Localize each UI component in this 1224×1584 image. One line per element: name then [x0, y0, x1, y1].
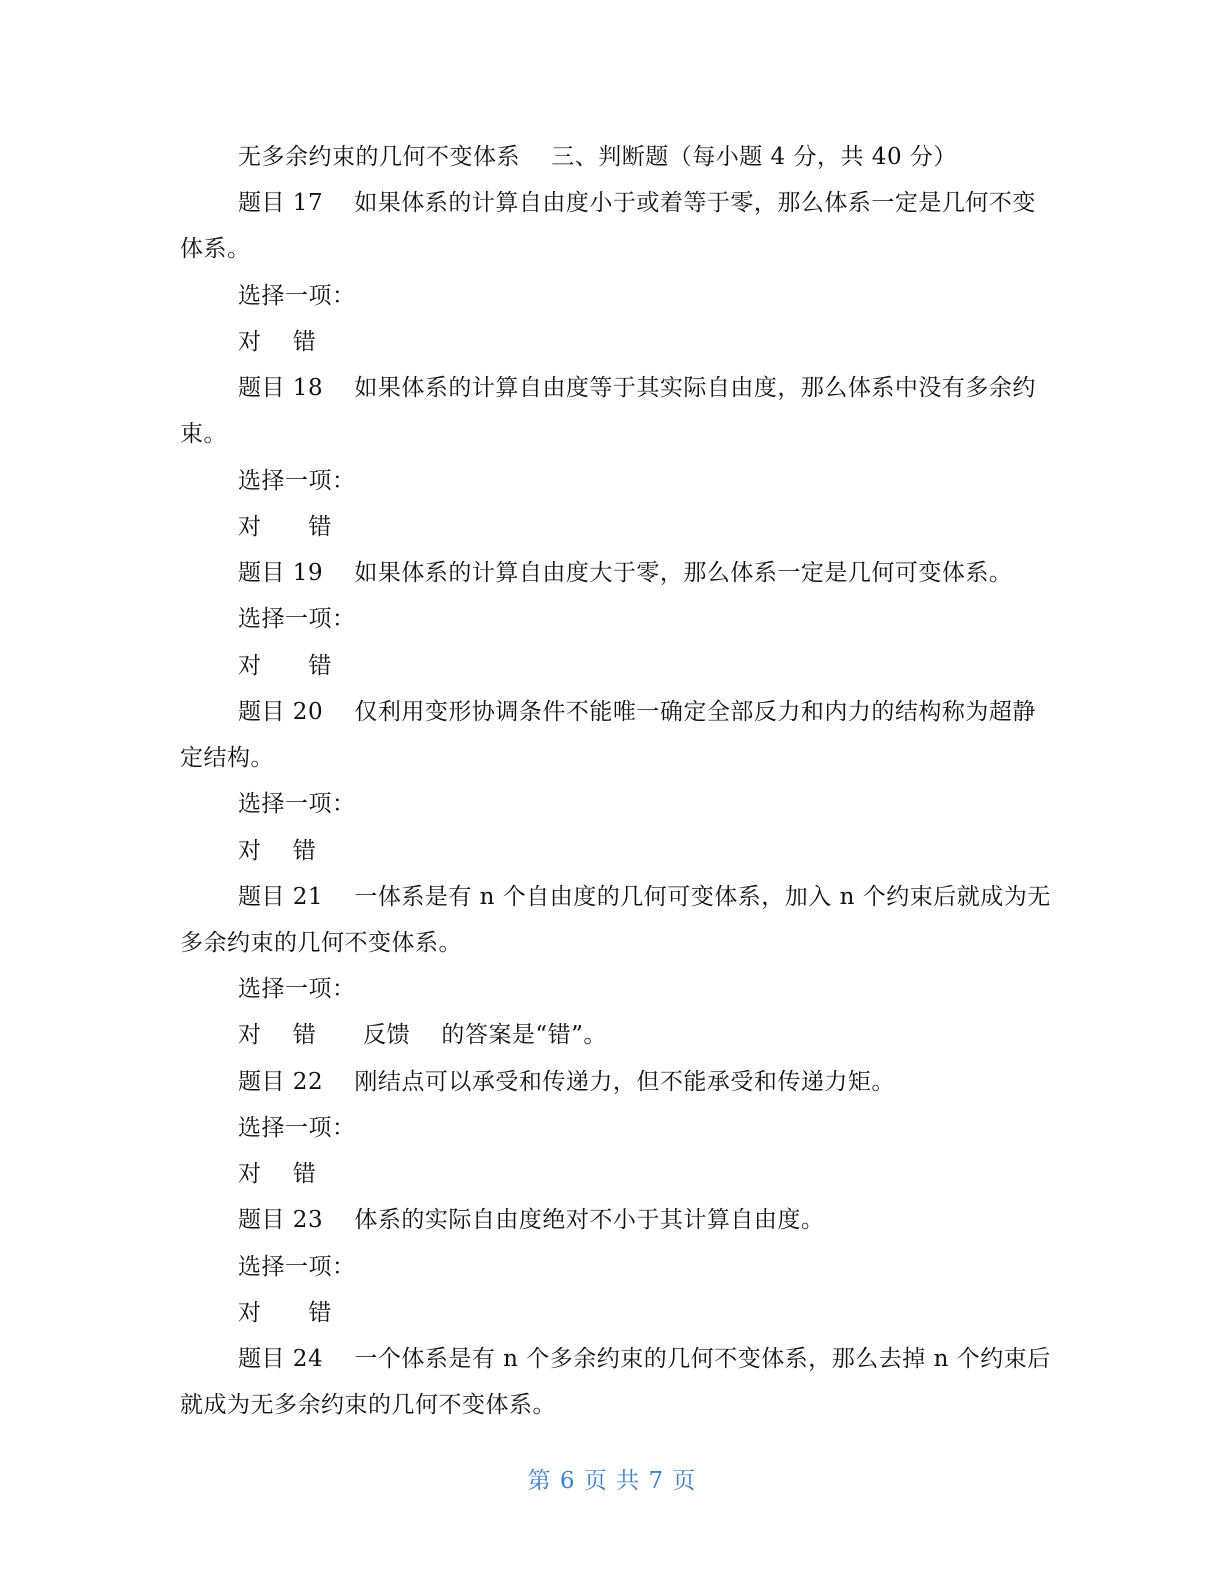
question-18-cont: 束。 [180, 421, 227, 447]
question-24: 题目 24 一个体系是有 n 个多余约束的几何不变体系，那么去掉 n 个约束后 [238, 1346, 1051, 1372]
answer-options: 对 错 [238, 1161, 317, 1187]
question-21-cont: 多余约束的几何不变体系。 [180, 930, 462, 956]
question-20-cont: 定结构。 [180, 745, 274, 771]
choose-label: 选择一项： [238, 976, 356, 1002]
text-line: 无多余约束的几何不变体系 三、判断题（每小题 4 分，共 40 分） [238, 144, 957, 170]
answer-options: 对 错 [238, 514, 332, 540]
question-18: 题目 18 如果体系的计算自由度等于其实际自由度，那么体系中没有多余约 [238, 375, 1036, 401]
choose-label: 选择一项： [238, 606, 356, 632]
question-19: 题目 19 如果体系的计算自由度大于零，那么体系一定是几何可变体系。 [238, 560, 1013, 586]
answer-options-feedback: 对 错 反馈 的答案是“错”。 [238, 1022, 607, 1048]
question-17-cont: 体系。 [180, 236, 251, 262]
choose-label: 选择一项： [238, 791, 356, 817]
answer-options: 对 错 [238, 329, 317, 355]
page-footer: 第 6 页 共 7 页 [527, 1468, 697, 1494]
choose-label: 选择一项： [238, 283, 356, 309]
question-22: 题目 22 刚结点可以承受和传递力，但不能承受和传递力矩。 [238, 1069, 895, 1095]
question-23: 题目 23 体系的实际自由度绝对不小于其计算自由度。 [238, 1207, 825, 1233]
question-17: 题目 17 如果体系的计算自由度小于或着等于零，那么体系一定是几何不变 [238, 190, 1036, 216]
answer-options: 对 错 [238, 838, 317, 864]
choose-label: 选择一项： [238, 1115, 356, 1141]
answer-options: 对 错 [238, 1300, 332, 1326]
question-20: 题目 20 仅利用变形协调条件不能唯一确定全部反力和内力的结构称为超静 [238, 699, 1036, 725]
choose-label: 选择一项： [238, 468, 356, 494]
question-24-cont: 就成为无多余约束的几何不变体系。 [180, 1392, 556, 1418]
question-21: 题目 21 一体系是有 n 个自由度的几何可变体系，加入 n 个约束后就成为无 [238, 884, 1051, 910]
answer-options: 对 错 [238, 653, 332, 679]
choose-label: 选择一项： [238, 1254, 356, 1280]
